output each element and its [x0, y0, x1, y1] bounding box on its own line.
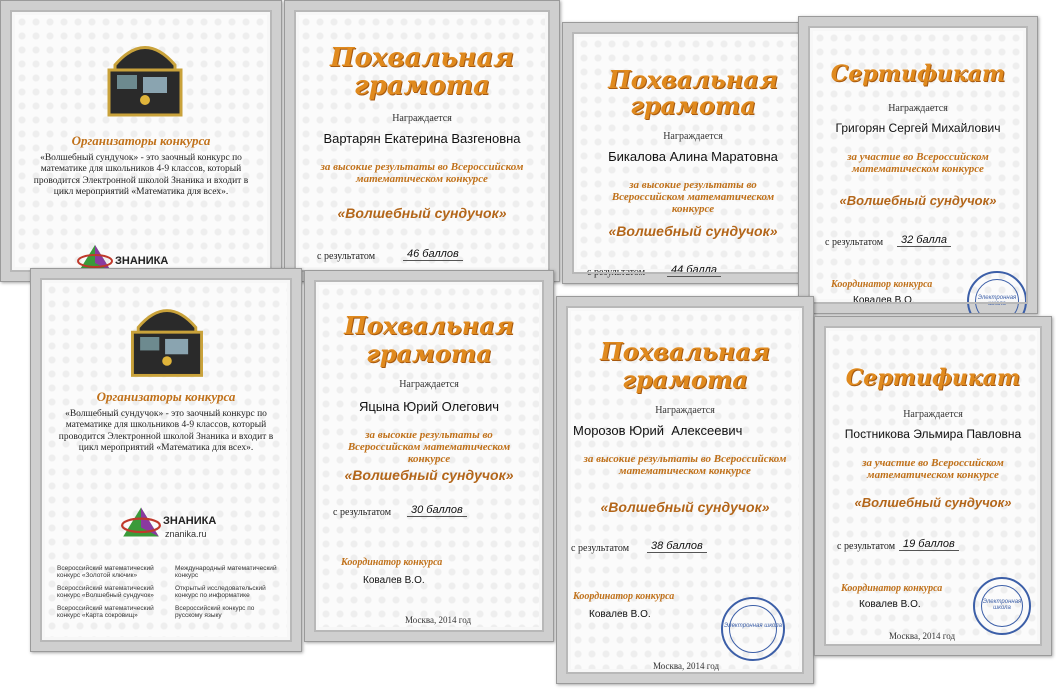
coordinator-label: Координатор конкурса	[841, 583, 943, 594]
score-value: 30 баллов	[407, 504, 467, 517]
result-label: с результатом	[571, 543, 630, 554]
certificate-title-line2: грамота	[630, 91, 756, 120]
award-reason: за высокие результаты во Всероссийском математическом конкурсе	[583, 453, 787, 478]
recipient-name: Яцына Юрий Олегович	[358, 399, 500, 414]
treasure-chest-icon	[119, 289, 215, 385]
contest-name: «Волшебный сундучок»	[839, 193, 997, 208]
organizer-title: Организаторы конкурса	[96, 389, 236, 404]
result-label: с результатом	[587, 267, 646, 278]
organizer-title: Организаторы конкурса	[71, 133, 211, 148]
award-reason: за участие во Всероссийском математическом конкурсе	[847, 151, 989, 176]
contest-name: «Волшебный сундучок»	[337, 205, 507, 221]
awarded-label: Награждается	[903, 409, 963, 420]
awarded-label: Награждается	[399, 379, 459, 390]
contest-list-item: Всероссийский конкурс по русскому языку	[175, 605, 255, 620]
score-value: 46 баллов	[403, 248, 463, 261]
awarded-label: Награждается	[888, 103, 948, 114]
award-reason: за высокие результаты во Всероссийском математическом конкурсе	[611, 179, 775, 216]
score-value: 19 баллов	[899, 538, 959, 551]
signer-name: Ковалев В.О.	[363, 575, 425, 586]
certificate-1	[284, 0, 560, 282]
award-reason: за высокие результаты во Всероссийском математическом конкурсе	[320, 161, 524, 186]
signer-name: Ковалев В.О.	[589, 609, 651, 620]
certificate-title-line2: грамота	[353, 71, 491, 101]
organizer-description: «Волшебный сундучок» - это заочный конкурс по математике для школьников 4-9 классов, который проводится Электронной школой Знаника и входит в цикл мероприятий «Математика для всех».	[58, 409, 274, 454]
certificate-3	[798, 16, 1038, 314]
certificate-title-line2: грамота	[366, 339, 492, 368]
certificate-5	[556, 296, 814, 684]
coordinator-label: Координатор конкурса	[831, 279, 933, 290]
recipient-name: Григорян Сергей Михайлович	[835, 121, 1001, 135]
awarded-label: Награждается	[663, 131, 723, 142]
certificate-6	[814, 316, 1052, 656]
organizer-card-inner	[15, 15, 267, 267]
awarded-label: Награждается	[392, 113, 452, 124]
organizer-description: «Волшебный сундучок» - это заочный конкурс по математике для школьников 4-9 классов, который проводится Электронной школой Знаника и входит в цикл мероприятий «Математика для всех».	[33, 153, 249, 198]
recipient-name: Бикалова Алина Маратовна	[608, 149, 778, 164]
contest-list-item: Международный математический конкурс	[175, 565, 277, 580]
certificate-4	[304, 270, 554, 642]
certificate-title: Сертификат	[830, 61, 1006, 87]
school-stamp-icon: Электронная школа	[973, 577, 1031, 635]
znanika-logo-icon	[121, 505, 161, 539]
logo-site: znanika.ru	[165, 529, 207, 539]
logo-name: ЗНАНИКА	[115, 255, 169, 267]
score-value: 32 балла	[897, 234, 951, 247]
coordinator-label: Координатор конкурса	[341, 557, 443, 568]
organizer-card-bottom	[30, 268, 302, 652]
contest-name: «Волшебный сундучок»	[608, 223, 778, 239]
recipient-name: Морозов Юрий Алексеевич	[573, 423, 743, 438]
result-label: с результатом	[317, 251, 376, 262]
award-reason: за участие во Всероссийском математическом конкурсе	[862, 457, 1004, 482]
contest-list-item: Всероссийский математический конкурс «Золотой ключик»	[57, 565, 154, 580]
organizer-card-top	[0, 0, 282, 282]
signer-name: Ковалев В.О.	[859, 599, 921, 610]
recipient-name: Вартарян Екатерина Вазгеновна	[323, 131, 521, 146]
result-label: с результатом	[837, 541, 896, 552]
logo-name: ЗНАНИКА	[163, 515, 217, 527]
city-year: Москва, 2014 год	[653, 661, 720, 671]
awarded-label: Награждается	[655, 405, 715, 416]
city-year: Москва, 2014 год	[889, 631, 956, 641]
treasure-chest-icon	[95, 25, 195, 125]
contest-name: «Волшебный сундучок»	[854, 495, 1012, 510]
certificate-title-line2: грамота	[622, 365, 748, 394]
school-stamp-icon: Электронная школа	[967, 271, 1027, 314]
school-stamp-icon: Электронная школа	[721, 597, 785, 661]
city-year: Москва, 2014 год	[405, 615, 472, 625]
coordinator-label: Координатор конкурса	[573, 591, 675, 602]
recipient-name: Постникова Эльмира Павловна	[844, 427, 1022, 441]
certificate-title: Похвальная	[329, 43, 514, 73]
signer-name: Ковалев В.О.	[853, 295, 915, 306]
certificate-title: Похвальная	[344, 311, 514, 340]
contest-list-item: Всероссийский математический конкурс «Волшебный сундучок»	[57, 585, 154, 600]
result-label: с результатом	[333, 507, 392, 518]
score-value: 38 баллов	[647, 540, 707, 553]
contest-name: «Волшебный сундучок»	[600, 499, 770, 515]
contest-list-item: Всероссийский математический конкурс «Карта сокровищ»	[57, 605, 154, 620]
score-value: 44 балла	[667, 264, 721, 277]
certificate-2	[562, 22, 824, 284]
award-reason: за высокие результаты во Всероссийском математическом конкурсе	[347, 429, 511, 466]
result-label: с результатом	[825, 237, 884, 248]
certificate-title: Сертификат	[845, 365, 1021, 391]
contest-name: «Волшебный сундучок»	[344, 467, 514, 483]
certificate-title: Похвальная	[608, 65, 778, 94]
contest-list-item: Открытый исследовательский конкурс по информатике	[175, 585, 266, 600]
certificate-title: Похвальная	[600, 337, 770, 366]
